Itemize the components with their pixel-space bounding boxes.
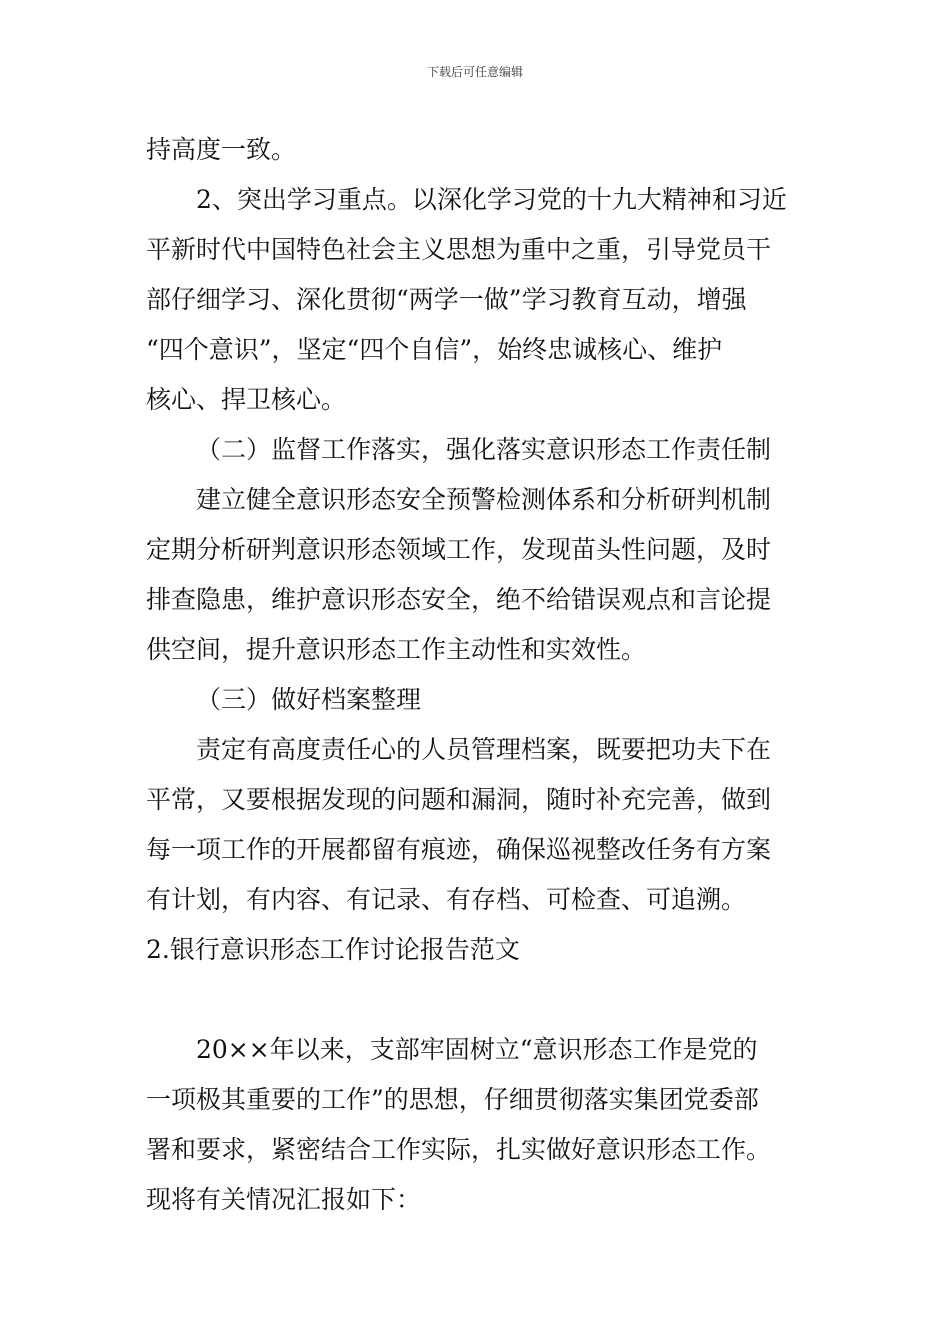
- body-line: 现将有关情况汇报如下：: [146, 1185, 422, 1214]
- section-heading: （二）监督工作落实，强化落实意识形态工作责任制: [196, 435, 772, 464]
- body-line: 有计划，有内容、有记录、有存档、可检查、可追溯。: [146, 885, 747, 914]
- body-line: 供空间，提升意识形态工作主动性和实效性。: [146, 635, 647, 664]
- body-line: 一项极其重要的工作”的思想，仔细贯彻落实集团党委部: [146, 1085, 759, 1114]
- document-title: 2.银行意识形态工作讨论报告范文: [146, 935, 520, 964]
- body-line: 20××年以来，支部牢固树立“意识形态工作是党的: [196, 1035, 758, 1064]
- page-header: 下载后可任意编辑: [426, 65, 523, 79]
- body-line: 平常，又要根据发现的问题和漏洞，随时补充完善，做到: [146, 785, 772, 814]
- body-line: 责定有高度责任心的人员管理档案，既要把功夫下在: [196, 735, 772, 764]
- section-heading: （三）做好档案整理: [196, 685, 422, 714]
- body-line: 持高度一致。: [146, 135, 297, 164]
- body-line: 定期分析研判意识形态领域工作，发现苗头性问题，及时: [146, 535, 772, 564]
- body-line: 每一项工作的开展都留有痕迹，确保巡视整改任务有方案: [146, 835, 772, 864]
- body-line: “四个意识”，坚定“四个自信”，始终忠诚核心、维护: [146, 335, 723, 364]
- body-line: 部仔细学习、深化贯彻“两学一做”学习教育互动，增强: [146, 285, 747, 314]
- body-line: 平新时代中国特色社会主义思想为重中之重，引导党员干: [146, 235, 772, 264]
- body-line: 建立健全意识形态安全预警检测体系和分析研判机制: [196, 485, 772, 514]
- body-line: 署和要求，紧密结合工作实际，扎实做好意识形态工作。: [146, 1135, 772, 1164]
- body-line: 2、突出学习重点。以深化学习党的十九大精神和习近: [196, 185, 787, 214]
- body-line: 排查隐患，维护意识形态安全，绝不给错误观点和言论提: [146, 585, 772, 614]
- body-line: 核心、捍卫核心。: [146, 385, 347, 414]
